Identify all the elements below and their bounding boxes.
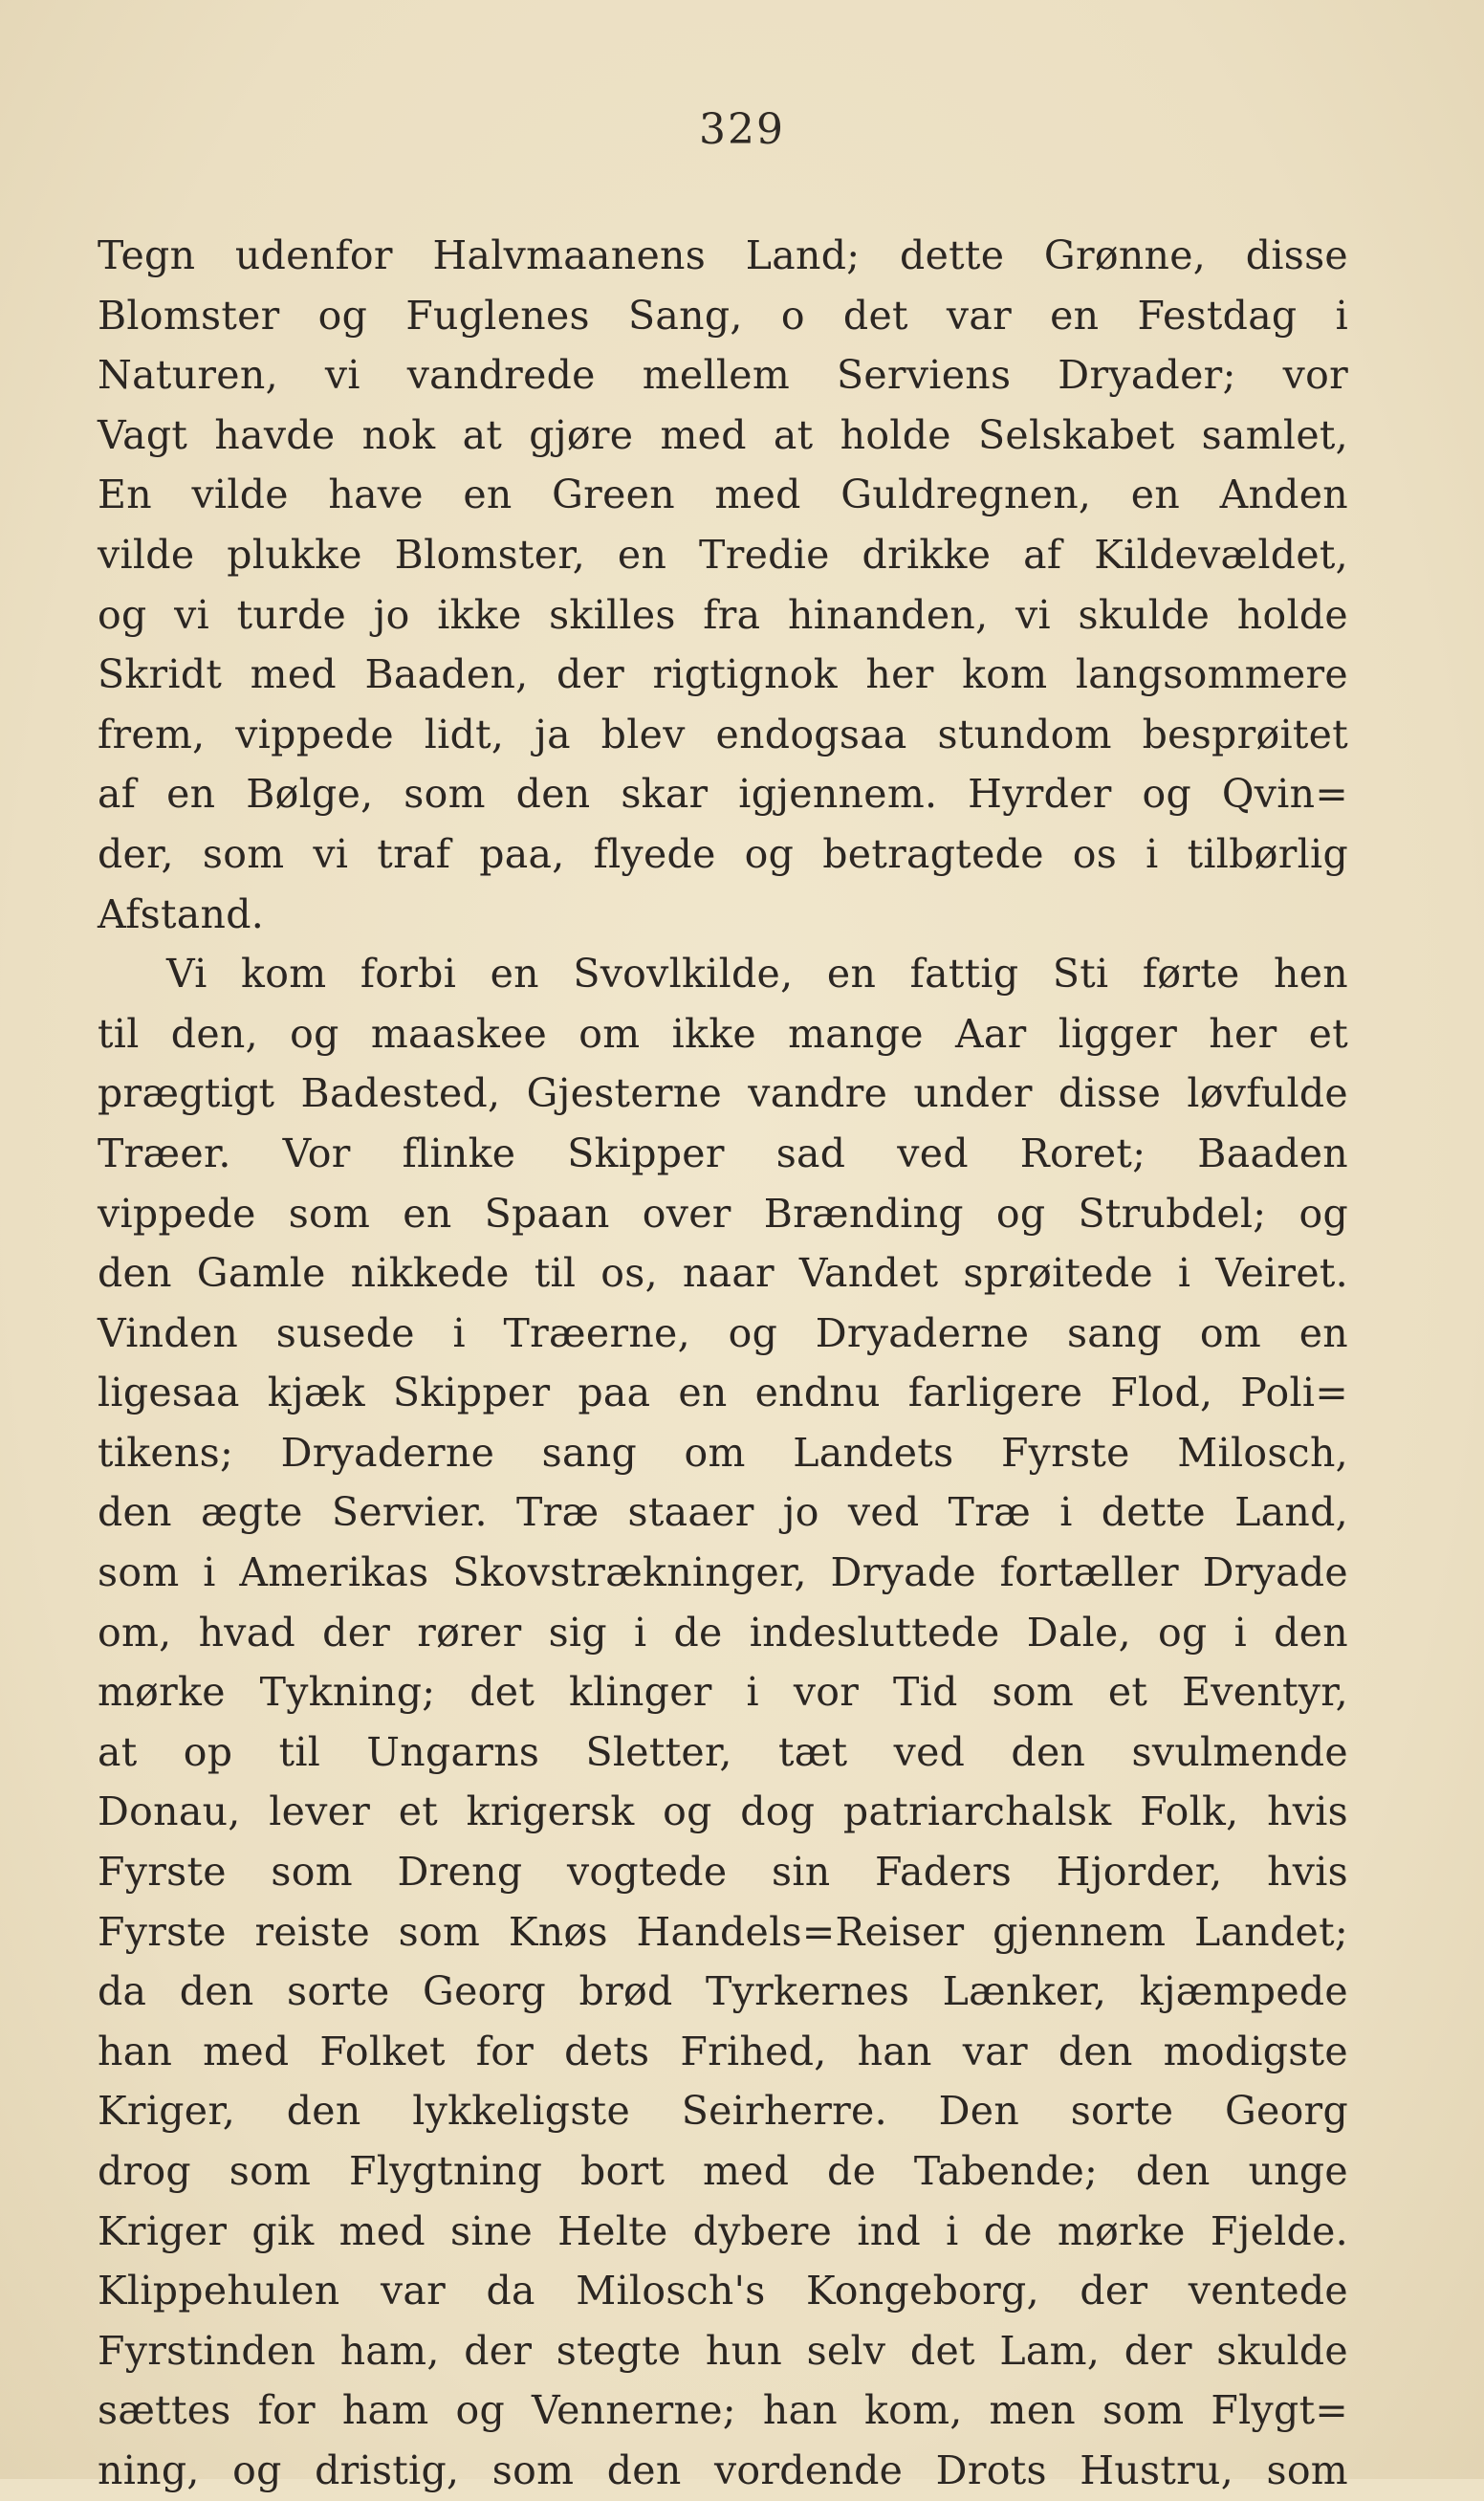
text-line: ligesaa kjæk Skipper paa en endnu farligere Flod, Poli= [98, 1370, 1348, 1416]
text-line: Fyrste som Dreng vogtede sin Faders Hjorder, hvis [98, 1849, 1348, 1896]
text-line: mørke Tykning; det klinger i vor Tid som et Eventyr, [98, 1669, 1348, 1716]
text-line: af en Bølge, som den skar igjennem. Hyrder og Qvin= [98, 771, 1348, 818]
text-line: Blomster og Fuglenes Sang, o det var en Festdag i [98, 292, 1348, 339]
body-text [98, 226, 1348, 2501]
text-line: vilde plukke Blomster, en Tredie drikke af Kildevældet, [98, 531, 1348, 578]
text-line: frem, vippede lidt, ja blev endogsaa stundom besprøitet [98, 711, 1348, 757]
text-line: Donau, lever et krigersk og dog patriarchalsk Folk, hvis [98, 1788, 1348, 1835]
text-line: En vilde have en Green med Guldregnen, en Anden [98, 472, 1348, 518]
text-line: den Gamle nikkede til os, naar Vandet sprøitede i Veiret. [98, 1250, 1348, 1297]
text-line: og vi turde jo ikke skilles fra hinanden, vi skulde holde [98, 591, 1348, 638]
text-line: Vagt havde nok at gjøre med at holde Selskabet samlet, [98, 411, 1348, 458]
text-line: vippede som en Spaan over Brænding og Strubdel; og [98, 1190, 1348, 1237]
text-line: som i Amerikas Skovstrækninger, Dryade fortæller Dryade [98, 1549, 1348, 1596]
text-line: tikens; Dryaderne sang om Landets Fyrste Milosch, [98, 1429, 1348, 1476]
text-line: Fyrstinden ham, der stegte hun selv det Lam, der skulde [98, 2327, 1348, 2374]
text-line: Afstand. [98, 890, 265, 937]
text-line: til den, og maaskee om ikke mange Aar ligger her et [98, 1010, 1348, 1057]
paragraph-start-line: Vi kom forbi en Svovlkilde, en fattig Sti førte hen [166, 951, 1348, 998]
text-line: drog som Flygtning bort med de Tabende; den unge [98, 2148, 1348, 2194]
text-line: den ægte Servier. Træ staaer jo ved Træ i dette Land, [98, 1489, 1348, 1536]
text-line: Tegn udenfor Halvmaanens Land; dette Grønne, disse [98, 232, 1348, 278]
text-line: han med Folket for dets Frihed, han var den modigste [98, 2028, 1348, 2074]
page-number: 329 [699, 105, 785, 154]
text-line: Fyrste reiste som Knøs Handels=Reiser gjennem Landet; [98, 1908, 1348, 1955]
text-line: Kriger, den lykkeligste Seirherre. Den sorte Georg [98, 2088, 1348, 2135]
text-line: ning, og dristig, som den vordende Drots Hustru, som [98, 2446, 1348, 2493]
text-line: prægtigt Badested, Gjesterne vandre under disse løvfulde [98, 1070, 1348, 1117]
text-line: Vinden susede i Træerne, og Dryaderne sang om en [98, 1309, 1348, 1356]
text-line: Skridt med Baaden, der rigtignok her kom langsommere [98, 651, 1348, 698]
text-line: sættes for ham og Vennerne; han kom, men som Flygt= [98, 2387, 1348, 2434]
text-line: om, hvad der rører sig i de indesluttede Dale, og i den [98, 1609, 1348, 1656]
text-line: da den sorte Georg brød Tyrkernes Lænker, kjæmpede [98, 1968, 1348, 2015]
text-line: Træer. Vor flinke Skipper sad ved Roret; Baaden [98, 1130, 1348, 1176]
text-line: Naturen, vi vandrede mellem Serviens Dryader; vor [98, 352, 1348, 399]
text-line: Klippehulen var da Milosch's Kongeborg, der ventede [98, 2268, 1348, 2315]
text-line: Kriger gik med sine Helte dybere ind i de mørke Fjelde. [98, 2207, 1348, 2254]
text-line: der, som vi traf paa, flyede og betragtede os i tilbørlig [98, 830, 1348, 877]
text-line: at op til Ungarns Sletter, tæt ved den svulmende [98, 1728, 1348, 1775]
